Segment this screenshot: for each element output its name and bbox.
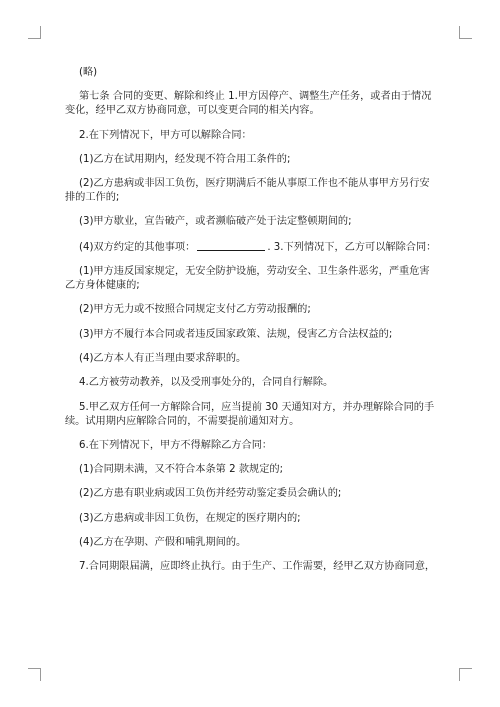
paragraph-6-1: (1)合同期未满，又不符合本条第 2 款规定的; [79,464,284,476]
paragraph-6-3: (3)乙方患病或非因工负伤，在规定的医疗期内的; [79,512,301,524]
crop-mark-top-left [28,26,41,39]
paragraph-6-4: (4)乙方在孕期、产假和哺乳期间的。 [79,537,247,549]
crop-mark-bottom-right [459,668,472,681]
paragraph-3-2: (2)甲方无力或不按照合同规定支付乙方劳动报酬的; [79,304,311,316]
paragraph-3-4: (4)乙方本人有正当理由要求辞职的。 [79,352,247,364]
crop-mark-bottom-left [28,668,41,681]
paragraph-article-7: 第七条 合同的变更、解除和终止 1.甲方因停产、调整生产任务，或者由于情况变化，经甲乙双方协商同意，可以变更合同的相关内容。 [65,91,432,117]
paragraph-3-text: . 3.下列情况下，乙方可以解除合同： [267,241,437,253]
document-page [65,66,437,574]
paragraph-3-3: (3)甲方不履行本合同或者违反国家政策、法规，侵害乙方合法权益的; [79,328,393,340]
paragraph-3-1: (1)甲方违反国家规定，无安全防护设施，劳动安全、卫生条件恶劣，严重危害乙方身体健康的; [65,266,430,292]
paragraph-4: 4.乙方被劳动教养，以及受刑事处分的，合同自行解除。 [79,377,334,389]
paragraph-2-4 [65,240,437,255]
paragraph-6: 6.在下列情况下，甲方不得解除乙方合同： [79,439,273,451]
paragraph-2-3: (3)甲方歇业，宣告破产，或者濒临破产处于法定整顿期间的; [79,216,352,228]
paragraph-5: 5.甲乙双方任何一方解除合同，应当提前 30 天通知对方，并办理解除合同的手续。试用期内应解除合同的，不需要提前通知对方。 [65,401,435,427]
paragraph-7: 7.合同期限届满，应即终止执行。由于生产、工作需要，经甲乙双方协商同意， [79,561,436,573]
paragraph-2-2: (2)乙方患病或非因工负伤，医疗期满后不能从事原工作也不能从事甲方另行安排的工作的; [65,178,430,204]
paragraph-2: 2.在下列情况下，甲方可以解除合同： [79,129,252,141]
crop-mark-top-right [459,26,472,39]
paragraph-2-4-text: (4)双方约定的其他事项： [79,241,196,253]
paragraph-2-1: (1)乙方在试用期内，经发现不符合用工条件的; [79,153,291,165]
paragraph-omitted: (略) [79,67,98,78]
fill-in-blank[interactable] [197,240,265,251]
paragraph-6-2: (2)乙方患有职业病或因工负伤并经劳动鉴定委员会确认的; [79,488,342,500]
